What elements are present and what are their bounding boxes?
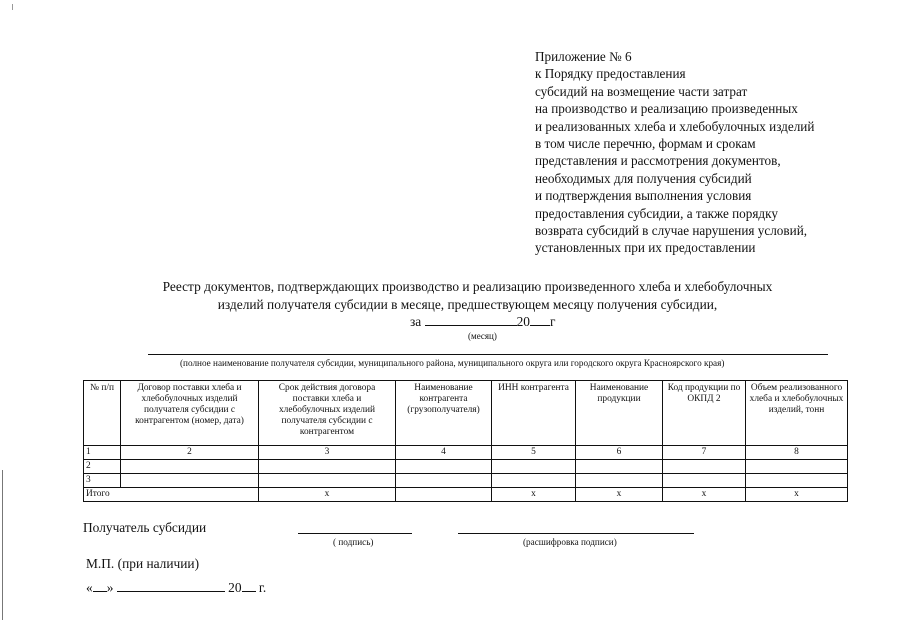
signature-caption: ( подпись) [333,537,374,547]
signature-line [298,533,412,534]
table-cell [576,460,663,474]
appendix-line: возврата субсидий в случае нарушения условий, [535,222,808,238]
table-cell: x [746,488,848,502]
appendix-line: и подтверждения выполнения условия [535,188,752,204]
table-cell [121,474,259,488]
col-header-contract: Договор поставки хлеба и хлебобулочных изделий получателя субсидии с контрагентом (номер, дата) [121,381,259,446]
appendix-line: на производство и реализацию произведенных [535,101,798,117]
month-blank [425,313,517,326]
table-cell [492,474,576,488]
table-cell: 5 [492,446,576,460]
table-cell: 3 [259,446,396,460]
title-line-1: Реестр документов, подтверждающих производство и реализацию произведенного хлеба и хлебобулочных [162,279,773,294]
period-prefix: за [410,314,422,329]
table-cell [746,474,848,488]
table-cell [259,460,396,474]
table-cell: 6 [576,446,663,460]
appendix-line: предоставления субсидии, а также порядку [535,205,778,221]
total-label: Итого [84,488,259,502]
recipient-caption: (полное наименование получателя субсидии, муниципального района, муниципального округа или городского округа Красноярского края) [180,358,725,368]
table-cell [259,474,396,488]
table-cell [663,474,746,488]
appendix-line: Приложение № 6 [535,49,632,64]
table-cell: x [576,488,663,502]
stamp-place: М.П. (при наличии) [86,556,200,571]
scan-mark [12,4,13,10]
document-title [0,278,904,313]
table-cell [396,474,492,488]
date-open-quote: « [86,580,93,595]
col-header-term: Срок действия договора поставки хлеба и хлебобулочных изделий получателя субсидии с контрагентом [259,381,396,446]
table-cell: x [492,488,576,502]
year-blank [530,313,550,326]
appendix-line: субсидий на возмещение части затрат [535,83,748,99]
table-cell: 1 [84,446,121,460]
day-blank [93,579,107,592]
appendix-line: необходимых для получения субсидий [535,170,752,186]
table-total-row [84,488,848,502]
table-cell: x [663,488,746,502]
table-cell: x [259,488,396,502]
appendix-line: представления и рассмотрения документов, [535,153,781,169]
date-year-prefix: 20 [228,580,242,595]
table-row [84,446,848,460]
title-line-2: изделий получателя субсидии в месяце, предшествующем месяцу получения субсидии, [217,296,718,312]
date-close-quote: » [106,580,114,595]
register-table [83,380,848,502]
month-caption: (месяц) [468,331,497,341]
col-header-counterparty: Наименование контрагента (грузополучателя) [396,381,492,446]
table-cell [396,488,492,502]
table-cell [746,460,848,474]
appendix-line: установленных при их предоставлении [535,240,756,256]
year-blank [242,579,256,592]
signature-decode-caption: (расшифровка подписи) [523,537,617,547]
period-suffix: г [549,314,556,329]
recipient-name-line [148,354,828,355]
appendix-line: в том числе перечню, формам и срокам [535,135,756,151]
date-suffix: г. [258,580,267,595]
col-header-inn: ИНН контрагента [492,381,576,446]
table-cell: 8 [746,446,848,460]
scan-margin-line [2,470,3,620]
col-header-product: Наименование продукции [576,381,663,446]
appendix-header [535,48,895,257]
period-line [410,313,555,330]
table-cell [492,460,576,474]
appendix-line: и реализованных хлеба и хлебобулочных изделий [535,118,815,134]
col-header-number: № п/п [84,381,121,446]
table-cell: 2 [121,446,259,460]
table-cell: 2 [84,460,121,474]
table-row [84,474,848,488]
recipient-signature-label: Получатель субсидии [83,520,207,535]
table-cell [396,460,492,474]
table-cell [576,474,663,488]
table-cell [121,460,259,474]
table-cell: 4 [396,446,492,460]
table-header-row [84,381,848,446]
appendix-line: к Порядку предоставления [535,66,686,82]
month-blank [117,579,225,592]
table-cell [663,460,746,474]
period-year-prefix: 20 [516,314,530,329]
col-header-okpd: Код продукции по ОКПД 2 [663,381,746,446]
date-line [86,579,266,596]
col-header-volume: Объем реализованного хлеба и хлебобулочных изделий, тонн [746,381,848,446]
signature-decode-line [458,533,694,534]
table-row [84,460,848,474]
table-cell: 7 [663,446,746,460]
table-cell: 3 [84,474,121,488]
